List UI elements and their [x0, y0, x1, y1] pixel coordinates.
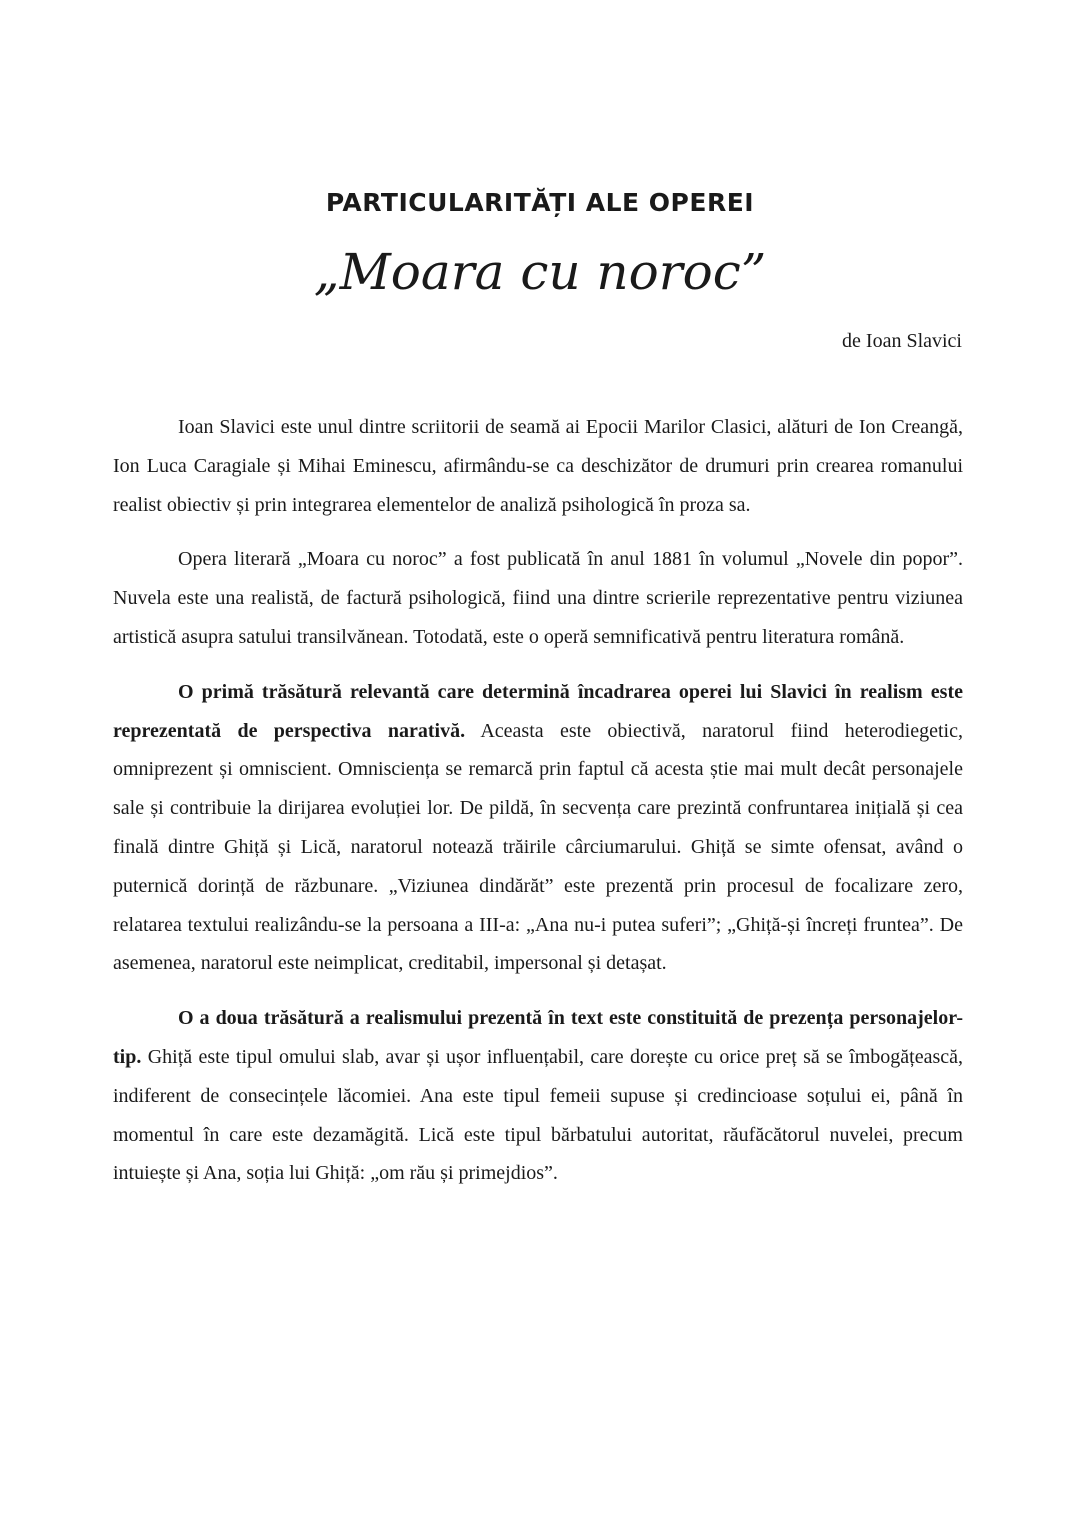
paragraph-narrative-perspective	[113, 673, 963, 983]
paragraph-bold: O a doua trăsătură a realismului prezentă în text este constituită de prezența personajelor-tip.	[113, 1007, 963, 1068]
author-line: de Ioan Slavici	[842, 330, 962, 352]
paragraph-publication	[113, 540, 963, 656]
paragraph-bold: O primă trăsătură relevantă care determină încadrarea operei lui Slavici în realism este reprezentată de perspectiva narativă.	[113, 680, 963, 742]
paragraph-intro	[113, 408, 963, 524]
paragraph-text: Ghiță este tipul omului slab, avar și ușor influențabil, care dorește cu orice preț să se îmbogățească, indiferent de consecințele lăcomiei. Ana este tipul femeii supuse și credincioase soțului ei, până în momentul în care este dezamăgită. Lică este tipul bărbatului autoritat, răufăcătorul nuvelei, precum intuiește și Ana, soția lui Ghiță: „om rău și primejdios”.	[113, 1045, 963, 1185]
paragraph-text: Opera literară „Moara cu noroc” a fost publicată în anul 1881 în volumul „Novele din popor”. Nuvela este una realistă, de factură psihologică, fiind una dintre scrierile reprezentative pentru viziunea artistică asupra satului transilvănean. Totodată, este o operă semnificativă pentru literatura română.	[113, 548, 963, 648]
paragraph-text: Ioan Slavici este unul dintre scriitorii de seamă ai Epocii Marilor Clasici, alături de Ion Creangă, Ion Luca Caragiale și Mihai Eminescu, afirmându-se ca deschizător de drumuri prin crearea romanului realist obiectiv și prin integrarea elementelor de analiză psihologică în proza sa.	[113, 416, 963, 516]
paragraph-text: Aceasta este obiectivă, naratorul fiind heterodiegetic, omniprezent și omniscient. Omnisciența se remarcă prin faptul că acesta știe mai mult decât personajele sale și contribuie la dirijarea evoluției lor. De pildă, în secvența care prezintă confruntarea inițială și cea finală dintre Ghiță și Lică, naratorul notează trăirile cârciumarului. Ghiță se simte ofensat, având o puternică dorință de răzbunare. „Viziunea dindărăt” este prezentă prin procesul de focalizare zero, relatarea textului realizându-se la persoana a III-a: „Ana nu-i putea suferi”; „Ghiță-și încreți fruntea”. De asemenea, naratorul este neimplicat, creditabil, impersonal și detașat.	[113, 719, 963, 975]
document-body	[113, 408, 963, 1209]
work-title: „Moara cu noroc”	[313, 243, 767, 301]
document-title: PARTICULARITĂȚI ALE OPEREI	[325, 188, 755, 217]
paragraph-character-types	[113, 999, 963, 1193]
